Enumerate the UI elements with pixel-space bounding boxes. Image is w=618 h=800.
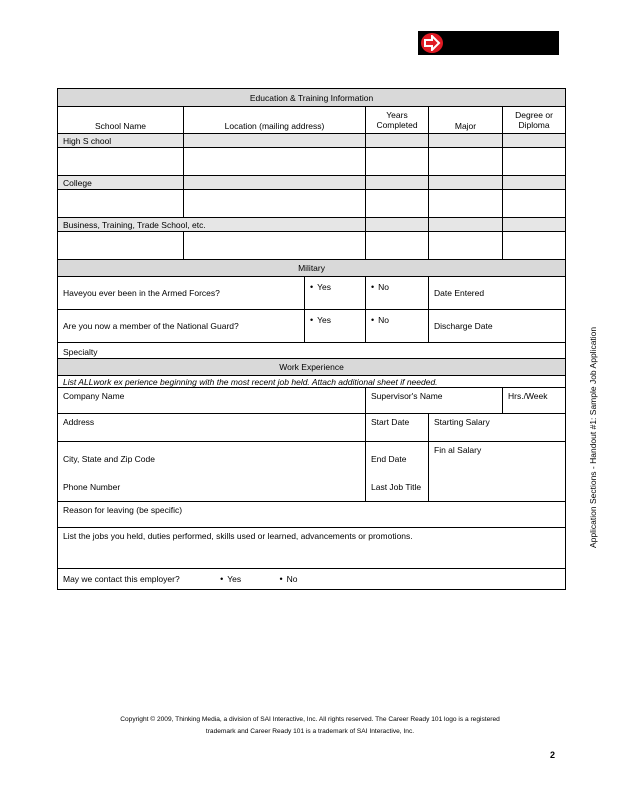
jobs-duties-field[interactable] [58, 528, 566, 569]
high-school-location-field[interactable] [184, 148, 366, 176]
trade-school-name-field[interactable] [58, 232, 184, 260]
start-date-label: Start Date [371, 417, 410, 427]
major-header: Major [429, 107, 503, 134]
city-phone-field[interactable] [58, 442, 366, 502]
education-section-title: Education & Training Information [58, 89, 566, 107]
page-number: 2 [550, 750, 556, 760]
contact-yes-option[interactable]: • Yes [220, 574, 241, 584]
end-date-title-field[interactable] [366, 442, 429, 502]
yes-option: • Yes [310, 315, 331, 325]
high-school-label: High S chool [58, 134, 184, 148]
address-label: Address [63, 417, 95, 427]
discharge-date-field[interactable] [429, 310, 566, 343]
years-completed-header [366, 107, 429, 134]
hrs-week-label: Hrs./Week [508, 391, 548, 401]
copyright-notice [40, 714, 580, 738]
years-line1: Years [386, 110, 408, 120]
armed-forces-question: Haveyou ever been in the Armed Forces? [58, 277, 305, 310]
degree-header [503, 107, 566, 134]
last-job-title-label: Last Job Title [371, 482, 422, 492]
degree-line2: Diploma [518, 120, 550, 130]
starting-salary-field[interactable] [429, 414, 566, 442]
degree-line1: Degree or [515, 110, 553, 120]
supervisor-label: Supervisor's Name [371, 391, 443, 401]
college-years-field[interactable] [366, 190, 429, 218]
application-form [57, 88, 566, 590]
trade-school-label: Business, Training, Trade School, etc. [58, 218, 366, 232]
company-name-label: Company Name [63, 391, 125, 401]
armed-forces-no[interactable] [366, 277, 429, 310]
hrs-week-field[interactable] [503, 388, 566, 414]
high-school-major-field[interactable] [429, 148, 503, 176]
copyright-line1: Copyright © 2009, Thinking Media, a division of SAI Interactive, Inc. All rights reserved. The Career Ready 101 logo is a registered [120, 716, 500, 723]
work-section-title: Work Experience [58, 359, 566, 376]
end-date-label: End Date [371, 454, 407, 464]
company-name-field[interactable] [58, 388, 366, 414]
reason-field[interactable] [58, 502, 566, 528]
copyright-line2: trademark and Career Ready 101 is a trademark of SAI Interactive, Inc. [205, 728, 415, 735]
contact-no-option[interactable]: • No [279, 574, 297, 584]
trade-school-degree-field[interactable] [503, 232, 566, 260]
jobs-duties-label: List the jobs you held, duties performed, skills used or learned, advancements or promotions. [63, 531, 413, 541]
national-guard-yes[interactable] [305, 310, 366, 343]
college-label: College [58, 176, 184, 190]
phone-number-label: Phone Number [63, 482, 121, 492]
address-field[interactable] [58, 414, 366, 442]
specialty-field[interactable] [58, 343, 566, 359]
national-guard-no[interactable] [366, 310, 429, 343]
discharge-date-label: Discharge Date [434, 321, 493, 331]
college-degree-field[interactable] [503, 190, 566, 218]
no-option: • No [371, 315, 389, 325]
contact-employer-label: May we contact this employer? [63, 574, 180, 584]
contact-employer-row [58, 569, 566, 590]
location-header: Location (mailing address) [184, 107, 366, 134]
start-date-field[interactable] [366, 414, 429, 442]
years-line2: Completed [376, 120, 418, 130]
college-major-field[interactable] [429, 190, 503, 218]
high-school-years-field[interactable] [366, 148, 429, 176]
specialty-label: Specialty [63, 347, 98, 357]
city-state-zip-label: City, State and Zip Code [63, 454, 155, 464]
military-section-title: Military [58, 260, 566, 277]
supervisor-field[interactable] [366, 388, 503, 414]
final-salary-label: Fin al Salary [434, 445, 482, 455]
starting-salary-label: Starting Salary [434, 417, 490, 427]
trade-school-major-field[interactable] [429, 232, 503, 260]
right-arrow-icon [421, 33, 443, 53]
armed-forces-yes[interactable] [305, 277, 366, 310]
date-entered-field[interactable] [429, 277, 566, 310]
national-guard-question: Are you now a member of the National Guard? [58, 310, 305, 343]
trade-school-location-field[interactable] [184, 232, 366, 260]
college-name-field[interactable] [58, 190, 184, 218]
high-school-degree-field[interactable] [503, 148, 566, 176]
no-option: • No [371, 282, 389, 292]
college-location-field[interactable] [184, 190, 366, 218]
reason-label: Reason for leaving (be specific) [63, 505, 183, 515]
final-salary-field[interactable] [429, 442, 566, 502]
work-instruction: List ALLwork ex perience beginning with the most recent job held. Attach additional sheet if needed. [58, 376, 566, 388]
yes-option: • Yes [310, 282, 331, 292]
high-school-name-field[interactable] [58, 148, 184, 176]
side-caption: Application Sections - Handout #1: Sample Job Application [588, 326, 598, 548]
school-name-header: School Name [58, 107, 184, 134]
trade-school-years-field[interactable] [366, 232, 429, 260]
date-entered-label: Date Entered [434, 288, 485, 298]
